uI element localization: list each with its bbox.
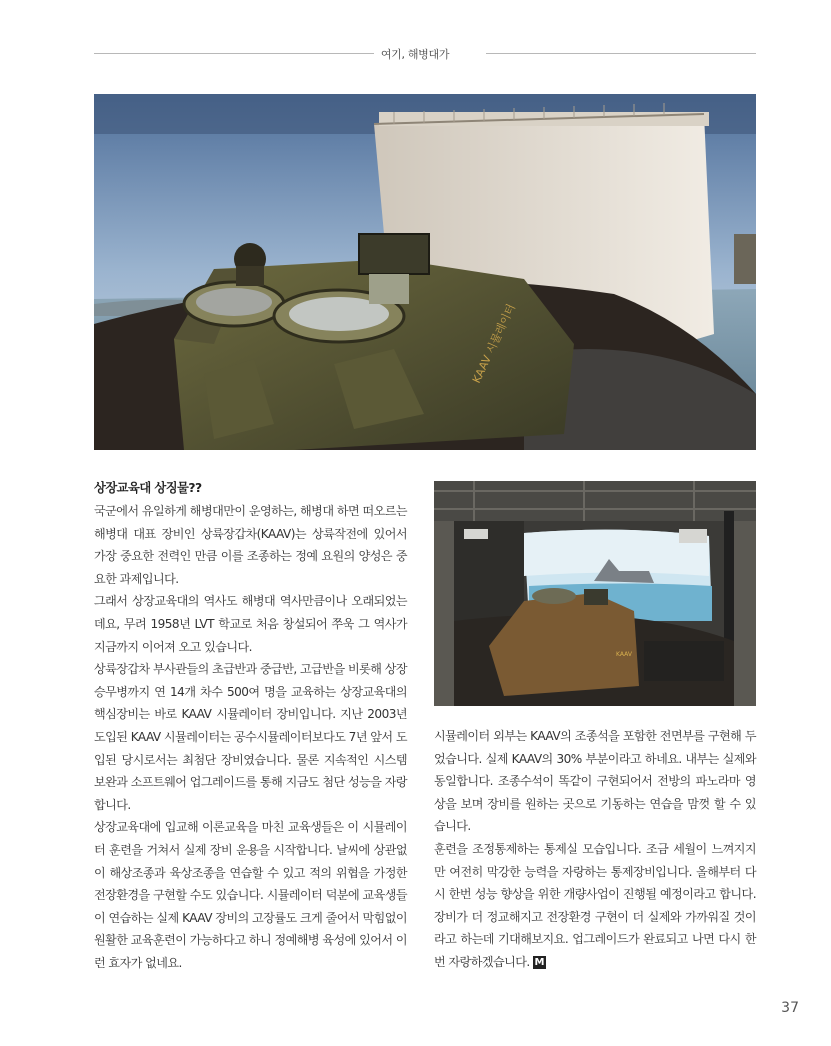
left-paragraph-3: 상륙장갑차 부사관들의 초급반과 중급반, 고급반을 비롯해 상장 승무병까지 연 14개 차수 500여 명을 교육하는 상장교육대의 핵심장비는 바로 KAAV 시뮬레이터 장비입니다. 지난 2003년 도입된 KAAV 시뮬레이터는 공수시뮬레이터보다도 7년 앞서 도입된 당시로서는 최첨단 장비였습니다. 물론 지속적인 시스템 보완과 소프트웨어 업그레이드를 통해 지금도 첨단 성능을 자랑합니다. [94,662,407,812]
header-rule-right [486,53,756,54]
left-column-article [94,476,407,974]
right-paragraph-1: 시뮬레이터 외부는 KAAV의 조종석을 포함한 전면부를 구현해 두었습니다. 실제 KAAV의 30% 부분이라고 하네요. 내부는 실제와 동일합니다. 조종수석이 똑같이 구현되어서 전방의 파노라마 영상을 보며 장비를 원하는 곳으로 기동하는 연습을 맘껏 할 수 있습니다. [434,729,756,834]
running-header-title: 여기, 해병대가 [380,48,450,61]
side-photo-illustration [434,481,756,706]
top-photo-illustration [94,94,756,450]
page-number: 37 [781,1000,799,1016]
left-paragraph-2: 그래서 상장교육대의 역사도 해병대 역사만큼이나 오래되었는데요, 무려 1958년 LVT 학교로 처음 창설되어 쭈욱 그 역사가 지금까지 이어져 오고 있습니다. [94,594,407,654]
side-photo-simulator-room [434,481,756,706]
section-heading: 상장교육대 상징물?? [94,481,202,495]
right-column-article [434,725,756,974]
end-mark-icon: M [534,956,544,968]
right-paragraph-2 [434,838,756,974]
right-paragraph-2-text: 훈련을 조정통제하는 통제실 모습입니다. 조금 세월이 느껴지지만 여전히 막강한 능력을 자랑하는 통제장비입니다. 올해부터 다시 한번 성능 향상을 위한 개량사업이 진행될 예정이라고 합니다. 장비가 더 정교해지고 전장환경 구현이 더 실제와 가까워질 것이라고 하는데 기대해보지요. 업그레이드가 완료되고 나면 다시 한번 자랑하겠습니다. [434,841,756,969]
top-photo-kaav-simulator [94,94,756,450]
vehicle-side-lettering: KAAV 시뮬레이터 [469,301,518,386]
left-paragraph-4: 상장교육대에 입교해 이론교육을 마친 교육생들은 이 시뮬레이터 훈련을 거쳐서 실제 장비 운용을 시작합니다. 날씨에 상관없이 해상조종과 육상조종을 연습할 수 있고 적의 위협을 가정한 전장환경을 구현할 수도 있습니다. 시뮬레이터 덕분에 교육생들이 연습하는 실제 KAAV 장비의 고장률도 크게 줄어서 막힘없이 원활한 교육훈련이 가능하다고 하니 정예해병 육성에 있어서 이런 효자가 없네요. [94,820,407,970]
side-photo-vehicle-lettering: KAAV [616,651,632,658]
left-paragraph-1: 국군에서 유일하게 해병대만이 운영하는, 해병대 하면 떠오르는 해병대 대표 장비인 상륙장갑차(KAAV)는 상륙작전에 있어서 가장 중요한 전력인 만큼 이를 조종하는 정예 요원의 양성은 중요한 과제입니다. [94,504,407,586]
